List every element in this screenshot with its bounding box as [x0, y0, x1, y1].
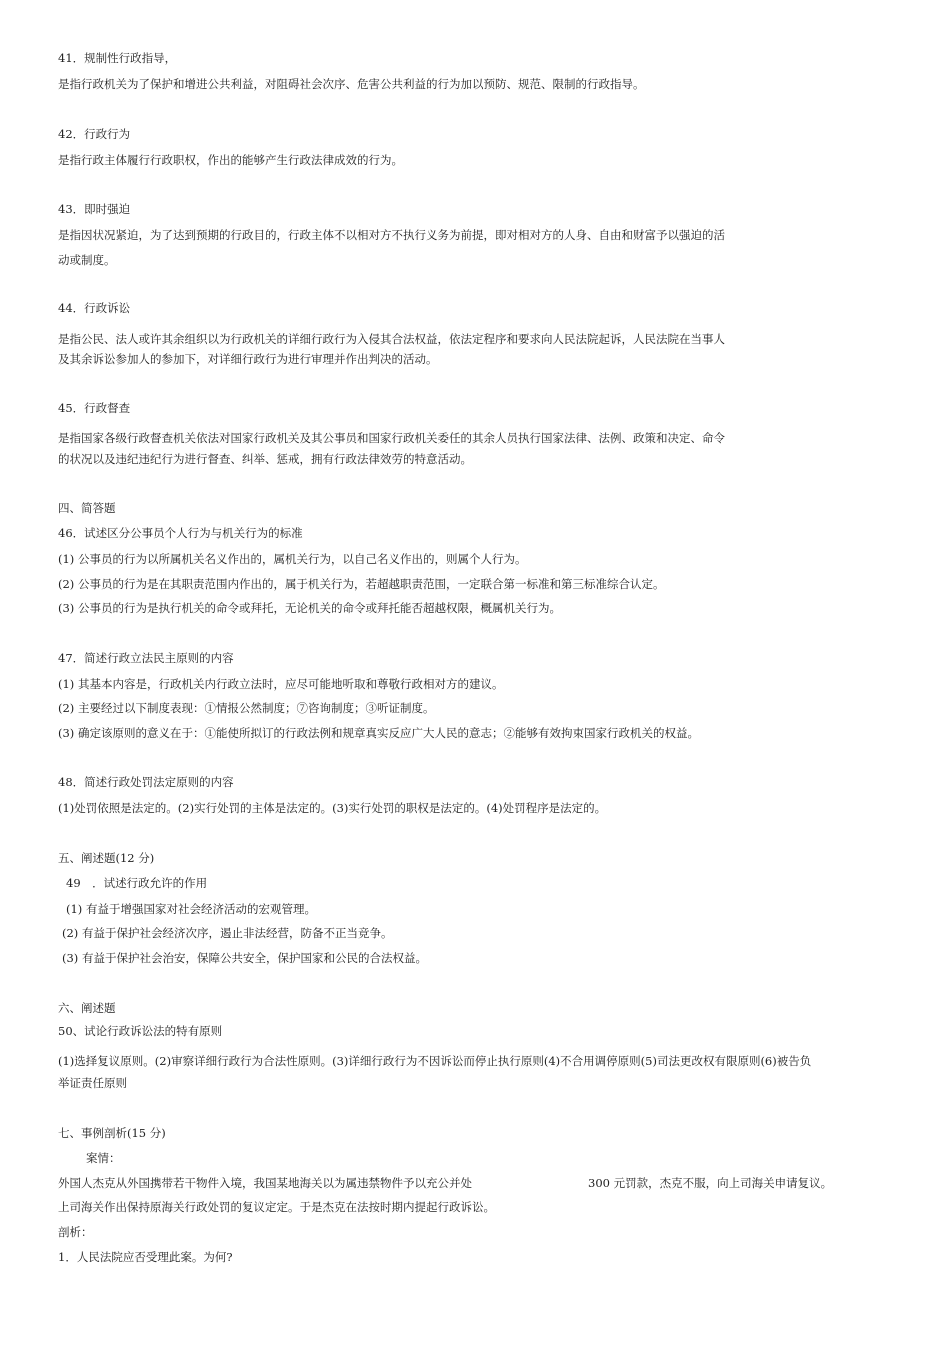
- q48-body: (1)处罚依照是法定的。(2)实行处罚的主体是法定的。(3)实行处罚的职权是法定的。(4)处罚程序是法定的。: [58, 801, 607, 815]
- q49-item-2: (2) 有益于保护社会经济次序，遏止非法经营，防备不正当竞争。: [62, 926, 393, 940]
- q50-body-line1: (1)选择复议原则。(2)审察详细行政行为合法性原则。(3)详细行政行为不因诉讼而停止执行原则(4)不合用调停原则(5)司法更改权有限原则(6)被告负: [58, 1054, 812, 1068]
- section7-heading: 七、事例剖析(15 分): [58, 1126, 166, 1140]
- q50-title: 50、试论行政诉讼法的特有原则: [58, 1024, 223, 1038]
- q46-item-2: (2) 公事员的行为是在其职责范围内作出的，属于机关行为，若超越职责范围，一定联合第一标准和第三标准综合认定。: [58, 577, 665, 591]
- q49-item-1: (1) 有益于增强国家对社会经济活动的宏观管理。: [66, 902, 316, 916]
- q42-title: 42．行政行为: [58, 127, 131, 141]
- q44-body-line1: 是指公民、法人或许其余组织以为行政机关的详细行政行为入侵其合法权益，依法定程序和要求向人民法院起诉，人民法院在当事人: [58, 332, 725, 346]
- q41-body: 是指行政机关为了保护和增进公共利益，对阻碍社会次序、危害公共利益的行为加以预防、规范、限制的行政指导。: [58, 77, 645, 91]
- analysis-question-1: 1．人民法院应否受理此案。为何?: [58, 1250, 233, 1264]
- q42-body: 是指行政主体履行行政职权，作出的能够产生行政法律成效的行为。: [58, 153, 403, 167]
- q47-item-2: (2) 主要经过以下制度表现：①情报公然制度；⑦咨询制度；③听证制度。: [58, 701, 435, 715]
- q48-title: 48．简述行政处罚法定原则的内容: [58, 775, 234, 789]
- q43-body-line1: 是指因状况紧迫，为了达到预期的行政目的，行政主体不以相对方不执行义务为前提，即对相对方的人身、自由和财富予以强迫的活: [58, 228, 725, 242]
- case-label: 案情：: [86, 1151, 121, 1165]
- section6-heading: 六、阐述题: [58, 1001, 116, 1015]
- q43-title: 43．即时强迫: [58, 202, 131, 216]
- q46-item-3: (3) 公事员的行为是执行机关的命令或拜托，无论机关的命令或拜托能否超越权限，概属机关行为。: [58, 601, 561, 615]
- q45-body-line1: 是指国家各级行政督查机关依法对国家行政机关及其公事员和国家行政机关委任的其余人员执行国家法律、法例、政策和决定、命令: [58, 431, 725, 445]
- q50-body-line2: 举证责任原则: [58, 1076, 127, 1090]
- q46-title: 46．试述区分公事员个人行为与机关行为的标准: [58, 526, 303, 540]
- case-line1-right: 300 元罚款，杰克不服，向上司海关申请复议。: [588, 1176, 833, 1190]
- q47-title: 47．简述行政立法民主原则的内容: [58, 651, 234, 665]
- q41-title: 41．规制性行政指导，: [58, 51, 177, 65]
- q47-item-1: (1) 其基本内容是，行政机关内行政立法时，应尽可能地听取和尊敬行政相对方的建议。: [58, 677, 504, 691]
- section5-heading: 五、阐述题(12 分): [58, 851, 155, 865]
- q49-item-3: (3) 有益于保护社会治安，保障公共安全，保护国家和公民的合法权益。: [62, 951, 427, 965]
- q44-body-line2: 及其余诉讼参加人的参加下，对详细行政行为进行审理并作出判决的活动。: [58, 352, 438, 366]
- section4-heading: 四、简答题: [58, 501, 116, 515]
- q46-item-1: (1) 公事员的行为以所属机关名义作出的，属机关行为，以自己名义作出的，则属个人行为。: [58, 552, 527, 566]
- case-line2: 上司海关作出保持原海关行政处罚的复议定定。于是杰克在法按时期内提起行政诉讼。: [58, 1200, 495, 1214]
- q47-item-3: (3) 确定该原则的意义在于：①能使所拟订的行政法例和规章真实反应广大人民的意志；②能够有效拘束国家行政机关的权益。: [58, 726, 699, 740]
- q45-title: 45．行政督查: [58, 401, 131, 415]
- q45-body-line2: 的状况以及违纪违纪行为进行督查、纠举、惩戒，拥有行政法律效劳的特意活动。: [58, 452, 472, 466]
- q49-title: 49 ．试述行政允许的作用: [66, 876, 208, 890]
- q43-body-line2: 动或制度。: [58, 253, 116, 267]
- analysis-label: 剖析：: [58, 1225, 93, 1239]
- q44-title: 44．行政诉讼: [58, 301, 131, 315]
- case-line1-left: 外国人杰克从外国携带若干物件入境，我国某地海关以为属违禁物件予以充公并处: [58, 1176, 472, 1190]
